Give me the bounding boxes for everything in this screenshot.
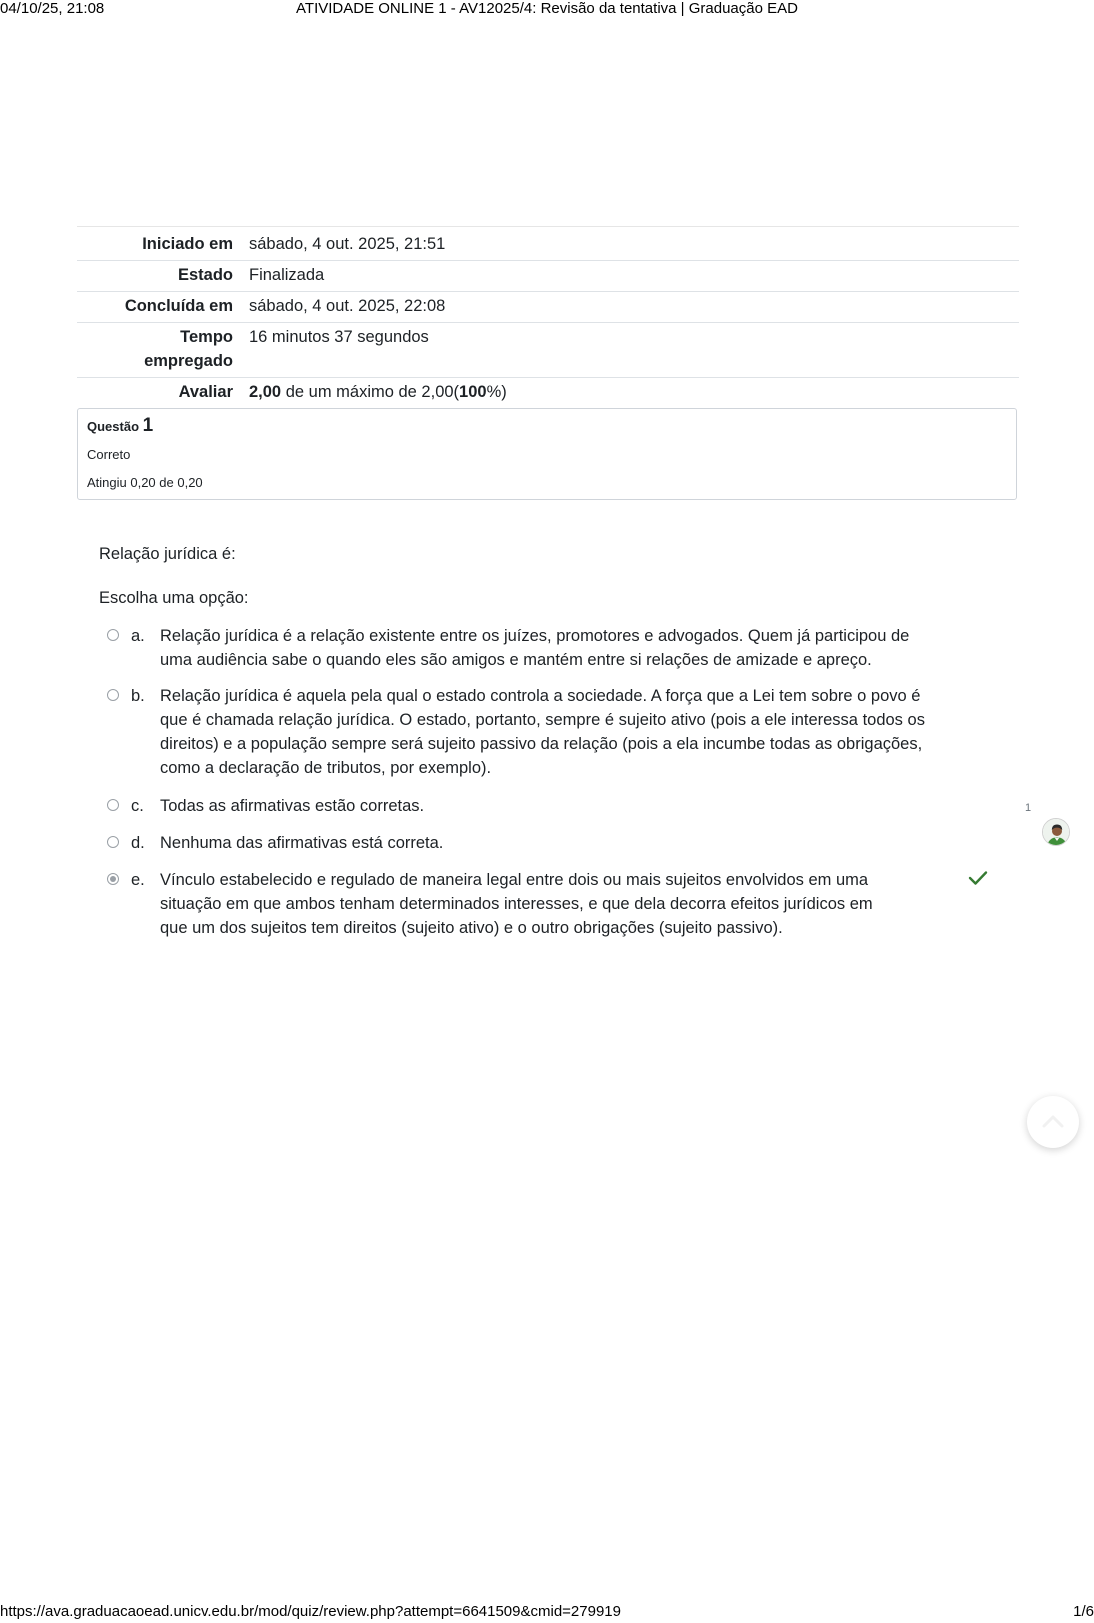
radio-b[interactable]: [107, 689, 119, 701]
answer-letter: e.: [131, 871, 145, 889]
answer-text: [160, 868, 873, 940]
answer-line: Todas as afirmativas estão corretas.: [160, 797, 425, 815]
question-text: Relação jurídica é:: [99, 545, 236, 563]
summary-row-state: [77, 261, 1019, 292]
attempt-summary-table: [77, 226, 1019, 408]
completed-label: Concluída em: [124, 297, 233, 315]
print-url: https://ava.graduacaoead.unicv.edu.br/mod/quiz/review.php?attempt=6641509&cmid=279919: [0, 1603, 621, 1620]
answer-text: [160, 831, 443, 855]
grade-max-text: de um máximo de 2,00(: [281, 383, 460, 401]
summary-row-completed: [77, 292, 1019, 323]
question-info-box: [77, 408, 1017, 500]
answer-text: [160, 794, 424, 818]
answer-line: Nenhuma das afirmativas está correta.: [160, 834, 444, 852]
question-grade: Atingiu 0,20 de 0,20: [87, 475, 203, 490]
print-title: ATIVIDADE ONLINE 1 - AV12025/4: Revisão da tentativa | Graduação EAD: [296, 0, 798, 17]
user-avatar-icon: [1043, 819, 1070, 846]
answer-text: [160, 684, 925, 780]
grade-percent: 100: [459, 383, 487, 401]
radio-a[interactable]: [107, 629, 119, 641]
radio-c[interactable]: [107, 799, 119, 811]
completed-value: sábado, 4 out. 2025, 22:08: [249, 297, 446, 315]
answer-letter: b.: [131, 687, 145, 705]
question-state: Correto: [87, 447, 131, 462]
summary-row-started: [77, 227, 1019, 261]
print-header: [0, 0, 1094, 18]
print-datetime: 04/10/25, 21:08: [0, 0, 105, 17]
scroll-to-top-button[interactable]: [1027, 1096, 1079, 1148]
page-number: 1: [1025, 802, 1032, 814]
question-label: Questão: [87, 419, 143, 434]
state-value: Finalizada: [249, 266, 325, 284]
correct-check-icon: [968, 868, 988, 888]
chevron-up-icon: [1027, 1096, 1079, 1148]
answer-line: Relação jurídica é aquela pela qual o estado controla a sociedade. A força que a Lei tem sobre o povo é: [160, 687, 921, 705]
answer-text: [160, 624, 909, 672]
summary-row-time: [77, 323, 1019, 378]
answer-line: Relação jurídica é a relação existente entre os juízes, promotores e advogados. Quem já participou de: [160, 627, 910, 645]
answer-letter: c.: [131, 797, 144, 815]
time-label-line1: Tempo: [180, 328, 233, 346]
answer-line: direitos) e a população sempre será sujeito passivo da relação (pois a ela incumbe todas as obrigações,: [160, 735, 923, 753]
question-number-value: 1: [142, 415, 154, 436]
answer-line: situação em que ambos tenham determinados interesses, e que dela decorra efeitos jurídicos em: [160, 895, 873, 913]
answer-letter: d.: [131, 834, 145, 852]
avatar[interactable]: [1042, 818, 1070, 846]
time-value: 16 minutos 37 segundos: [249, 328, 429, 346]
answer-line: Vínculo estabelecido e regulado de maneira legal entre dois ou mais sujeitos envolvidos em uma: [160, 871, 869, 889]
grade-label: Avaliar: [178, 383, 233, 401]
radio-d[interactable]: [107, 836, 119, 848]
state-label: Estado: [177, 266, 233, 284]
grade-score: 2,00: [249, 383, 282, 401]
answer-prompt: Escolha uma opção:: [99, 589, 249, 607]
answer-letter: a.: [131, 627, 145, 645]
print-footer: [0, 1603, 1094, 1621]
answer-line: que um dos sujeitos tem direitos (sujeito ativo) e o outro obrigações (sujeito passivo).: [160, 919, 783, 937]
answer-line: que é chamada relação jurídica. O estado, portanto, sempre é sujeito ativo (pois a ele interessa todos os: [160, 711, 925, 729]
radio-e-selected[interactable]: [107, 873, 119, 885]
answer-line: uma audiência sabe o quando eles são amigos e mantém entre si relações de amizade e apreço.: [160, 651, 872, 669]
grade-percent-suffix: %): [486, 383, 507, 401]
grade-value: [249, 378, 1019, 409]
time-label-line2: empregado: [144, 352, 233, 370]
print-page-indicator: 1/6: [1073, 1603, 1094, 1620]
time-label: [77, 323, 249, 378]
started-value: sábado, 4 out. 2025, 21:51: [249, 235, 446, 253]
answer-line: como a declaração de tributos, por exemplo).: [160, 759, 492, 777]
summary-row-grade: [77, 378, 1019, 409]
started-label: Iniciado em: [142, 235, 233, 253]
question-number: [87, 415, 153, 437]
